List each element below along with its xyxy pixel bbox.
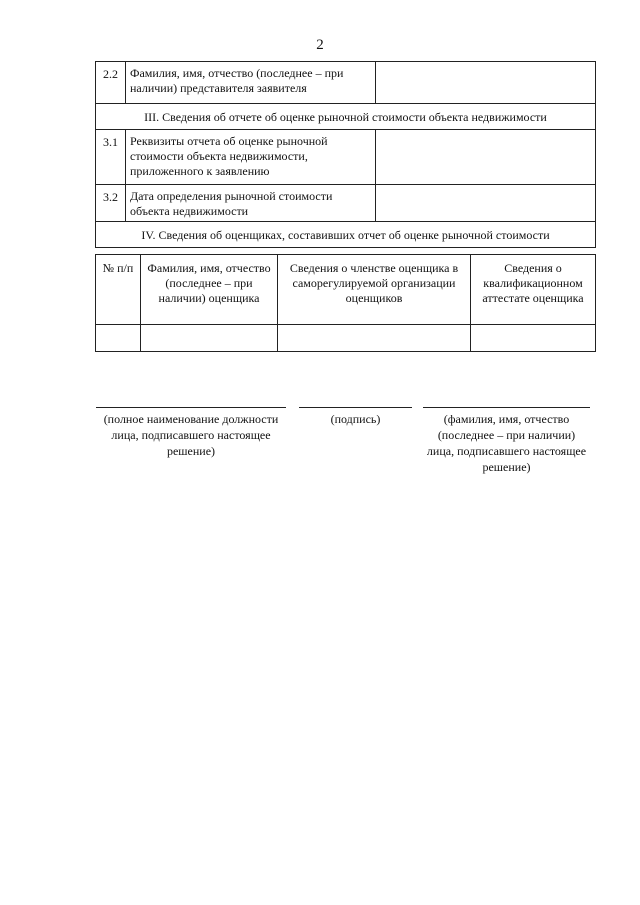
page-number: 2 [316,37,324,53]
row-3-1 [96,130,596,185]
table-cell[interactable] [141,325,278,352]
signature-caption: (подпись) [330,412,381,426]
table-cell[interactable] [96,325,141,352]
row-label: Дата определения рыночной стоимости объекта недвижимости [126,185,376,222]
row-label: Фамилия, имя, отчество (последнее – при наличии) представителя заявителя [126,62,376,104]
table-cell[interactable] [278,325,471,352]
name-signature-line [423,407,590,408]
row-number: 3.1 [96,130,126,185]
position-signature-line [96,407,286,408]
application-details-table [95,61,596,248]
position-caption: (полное наименование должности лица, подписавшего настоящее решение) [103,412,279,458]
name-caption: (фамилия, имя, отчество (последнее – при наличии) лица, подписавшего настоящее решение) [426,412,587,474]
row-2-2 [96,62,596,104]
column-header-membership: Сведения о членстве оценщика в саморегулируемой организации оценщиков [278,255,471,325]
row-value-field[interactable] [376,185,596,222]
table-cell[interactable] [471,325,596,352]
appraisers-header-row [96,255,596,325]
row-label: Реквизиты отчета об оценке рыночной стоимости объекта недвижимости, приложенного к заявлению [126,130,376,185]
column-header-certificate: Сведения о квалификационном аттестате оценщика [471,255,596,325]
row-value-field[interactable] [376,62,596,104]
row-number: 3.2 [96,185,126,222]
section-4-heading: IV. Сведения об оценщиках, составивших отчет об оценке рыночной стоимости [96,222,596,248]
signature-line [299,407,412,408]
table-row [96,325,596,352]
row-number: 2.2 [96,62,126,104]
column-header-name: Фамилия, имя, отчество (последнее – при наличии) оценщика [141,255,278,325]
section-heading-row [96,104,596,130]
section-3-heading: III. Сведения об отчете об оценке рыночной стоимости объекта недвижимости [96,104,596,130]
section-heading-row [96,222,596,248]
row-value-field[interactable] [376,130,596,185]
column-header-number: № п/п [96,255,141,325]
row-3-2 [96,185,596,222]
appraisers-table [95,254,596,352]
